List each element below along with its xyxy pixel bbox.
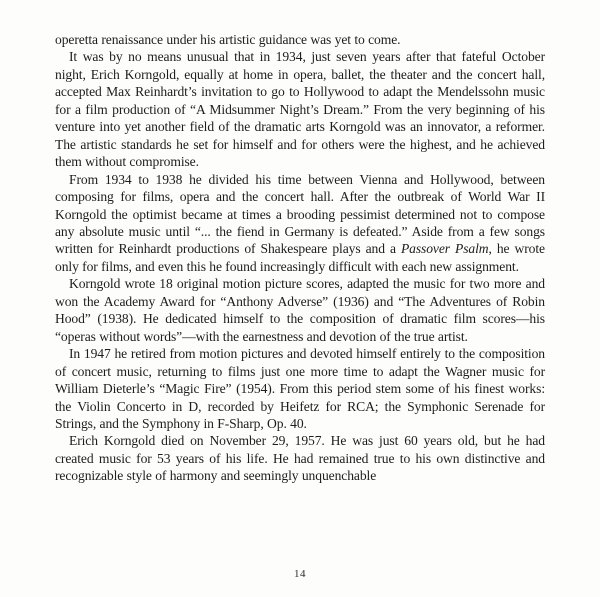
paragraph-text-after-italic: , he wrote only for films, and even this he found increasingly difficult with each new assignment. bbox=[55, 241, 545, 274]
paragraph-retirement: In 1947 he retired from motion pictures and devoted himself entirely to the composition of concert music, returning to films just one more time to adapt the Wagner music for William Dieterle’s “Magic Fire” (1954). From this period stem some of his finest works: the Violin Concerto in D, recorded by Heifetz for RCA; the Symphonic Serenade for Strings, and the Symphony in F-Sharp, Op. 40. bbox=[55, 346, 545, 431]
paragraph-continuation: operetta renaissance under his artistic guidance was yet to come. bbox=[55, 32, 401, 47]
page-number: 14 bbox=[294, 568, 306, 580]
paragraph-hollywood-invitation: It was by no means unusual that in 1934, just seven years after that fateful October night, Erich Korngold, equally at home in opera, ballet, the theater and the concert hall, accepted Max Reinhardt’s invitation to go to Hollywood to adapt the Mendelssohn music for a film production of “A Midsummer Night’s Dream.” From the very beginning of his venture into yet another field of the dramatic arts Korngold was an innovator, a reformer. The artistic standards he set for himself and for others were the highest, and he achieved them without compromise. bbox=[55, 49, 545, 170]
paragraph-text-before-italic: From 1934 to 1938 he divided his time between Vienna and Hollywood, between composing for films, opera and the concert hall. After the outbreak of World War II Korngold the optimist became at times a brooding pessimist determined not to compose any absolute music until “... the fiend in Germany is defeated.” Aside from a few songs written for Reinhardt productions of Shakespeare plays and a bbox=[55, 171, 545, 257]
italic-work-title: Passover Psalm bbox=[400, 241, 489, 257]
paragraph-death: Erich Korngold died on November 29, 1957. He was just 60 years old, but he had created music for 53 years of his life. He had remained true to his own distinctive and recognizable style of harmony and seemingly unquenchable bbox=[55, 433, 545, 484]
paragraph-film-scores: Korngold wrote 18 original motion picture scores, adapted the music for two more and won the Academy Award for “Anthony Adverse” (1936) and “The Adventures of Robin Hood” (1938). He dedicated himself to the composition of dramatic film scores—his “operas without words”—with the earnestness and devotion of the true artist. bbox=[55, 276, 545, 344]
body-text bbox=[55, 31, 545, 485]
paragraph-vienna-hollywood bbox=[55, 171, 545, 276]
